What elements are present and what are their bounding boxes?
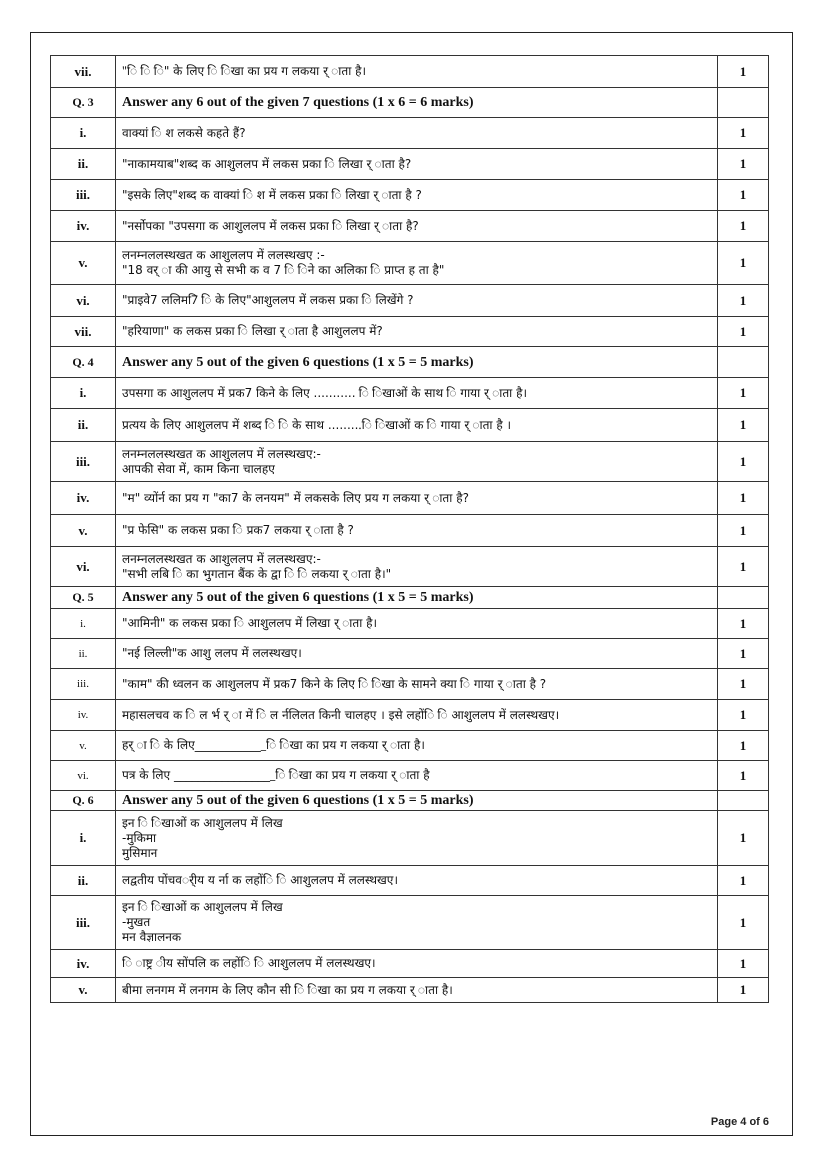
question-number: ii. (51, 149, 116, 180)
question-text (116, 442, 718, 482)
question-row (51, 317, 769, 347)
question-line: "प्राइवे7 ललिम7ि ि के लिए"आशुललप में लकस प्रका ि लिखेंगे ? (122, 293, 414, 307)
question-line: प्रत्यय के लिए आशुललप में शब्द ि ि के साथ .........ि िखाओं क ि गाया र् ाता है । (122, 417, 512, 432)
question-text (116, 896, 718, 950)
marks-cell: 1 (718, 731, 769, 761)
question-number: iv. (51, 211, 116, 242)
question-number: Q. 5 (51, 587, 116, 609)
question-row (51, 242, 769, 285)
question-line: "सभी लबि ि का भुगतान बैंक के द्वा ि ि लकया र् ाता है।" (122, 566, 392, 581)
question-line: उपसगा क आशुललप में प्रक7 किने के लिए ........... ि िखाओं के साथ ि गाया र् ाता है। (122, 385, 528, 400)
question-text (116, 978, 718, 1003)
marks-cell: 1 (718, 118, 769, 149)
question-text (116, 515, 718, 547)
question-line: लनम्नललस्थखत क आशुललप में ललस्थखए:- (122, 446, 321, 461)
question-row (51, 180, 769, 211)
question-text (116, 482, 718, 515)
question-row (51, 731, 769, 761)
question-line: "आमिनी" क लकस प्रका ि आशुललप में लिखा र् ाता है। (122, 616, 378, 630)
marks-cell: 1 (718, 811, 769, 866)
marks-cell (718, 587, 769, 609)
marks-cell: 1 (718, 547, 769, 587)
question-line: वाक्यां ि श लकसे कहते हैं? (122, 125, 246, 140)
question-row (51, 700, 769, 731)
marks-cell: 1 (718, 761, 769, 791)
question-line: "ि ि ि" के लिए ि िखा का प्रय ग लकया र् ाता है। (122, 64, 367, 78)
question-row (51, 515, 769, 547)
question-row (51, 56, 769, 88)
question-row (51, 442, 769, 482)
question-number: iv. (51, 482, 116, 515)
question-number: ii. (51, 866, 116, 896)
question-text (116, 547, 718, 587)
question-line: इन ि िखाओं क आशुललप में लिख (122, 815, 283, 830)
marks-cell: 1 (718, 669, 769, 700)
question-number: ii. (51, 409, 116, 442)
question-line: "नाकामयाब"शब्द क आशुललप में लकस प्रका ि लिखा र् ाता है? (122, 156, 412, 171)
marks-cell: 1 (718, 609, 769, 639)
marks-cell: 1 (718, 700, 769, 731)
question-number: i. (51, 811, 116, 866)
marks-cell: 1 (718, 896, 769, 950)
question-number: iv. (51, 950, 116, 978)
question-text (116, 242, 718, 285)
question-number: i. (51, 378, 116, 409)
question-row (51, 149, 769, 180)
question-text (116, 378, 718, 409)
section-header-row (51, 587, 769, 609)
marks-cell (718, 791, 769, 811)
question-text (116, 118, 718, 149)
question-number: v. (51, 731, 116, 761)
question-number: iii. (51, 669, 116, 700)
question-line: Answer any 6 out of the given 7 questions (1 x 6 = 6 marks) (122, 95, 474, 110)
question-number: v. (51, 515, 116, 547)
question-row (51, 482, 769, 515)
question-number: iv. (51, 700, 116, 731)
marks-cell: 1 (718, 149, 769, 180)
marks-cell: 1 (718, 317, 769, 347)
question-line: "म" व्योंर्न का प्रय ग "का7 के लनयम" में लकसके लिए प्रय ग लकया र् ाता है? (122, 490, 469, 505)
question-line: आपकी सेवा में, काम किना चालहए (122, 461, 275, 476)
question-text (116, 669, 718, 700)
question-row (51, 285, 769, 317)
question-row (51, 950, 769, 978)
question-text (116, 149, 718, 180)
question-line: लनम्नललस्थखत क आशुललप में ललस्थखए:- (122, 551, 321, 566)
question-number: vi. (51, 547, 116, 587)
question-text (116, 180, 718, 211)
question-row (51, 761, 769, 791)
question-number: Q. 4 (51, 347, 116, 378)
question-text (116, 285, 718, 317)
question-number: v. (51, 978, 116, 1003)
marks-cell: 1 (718, 950, 769, 978)
question-row (51, 896, 769, 950)
question-row (51, 409, 769, 442)
marks-cell (718, 347, 769, 378)
question-number: iii. (51, 442, 116, 482)
question-line: लद्वतीय पोंचवर्ीय य र्ना क लहोंि ि आशुललप में ललस्थखए। (122, 873, 398, 887)
question-text (116, 700, 718, 731)
question-text (116, 56, 718, 88)
question-line: "काम" की ध्वलन क आशुललप में प्रक7 किने के लिए ि िखा के सामने क्या ि गाया र् ाता है ? (122, 676, 547, 691)
question-number: iii. (51, 896, 116, 950)
question-line: मन वैज्ञालनक (122, 930, 182, 944)
question-number: Q. 6 (51, 791, 116, 811)
marks-cell: 1 (718, 180, 769, 211)
question-row (51, 547, 769, 587)
question-line: Answer any 5 out of the given 6 questions (1 x 5 = 5 marks) (122, 354, 474, 370)
marks-cell (718, 88, 769, 118)
question-line: मुसिमान (122, 845, 158, 860)
section-header-row (51, 88, 769, 118)
question-line: "इसके लिए"शब्द क वाक्यां ि श में लकस प्रका ि लिखा र् ाता है ? (122, 187, 422, 202)
question-table (50, 55, 769, 1003)
question-line: -मुकिमा (122, 830, 157, 845)
question-number: vi. (51, 285, 116, 317)
marks-cell: 1 (718, 285, 769, 317)
marks-cell: 1 (718, 515, 769, 547)
section-instruction (116, 347, 718, 378)
question-line: "प्र फेसि" क लकस प्रका ि प्रक7 लकया र् ाता है ? (122, 523, 354, 537)
question-text (116, 211, 718, 242)
question-line: बीमा लनगम में लनगम के लिए कौन सी ि िखा का प्रय ग लकया र् ाता है। (122, 982, 453, 997)
marks-cell: 1 (718, 639, 769, 669)
marks-cell: 1 (718, 442, 769, 482)
question-text (116, 950, 718, 978)
marks-cell: 1 (718, 978, 769, 1003)
question-line: Answer any 5 out of the given 6 questions (1 x 5 = 5 marks) (122, 793, 474, 808)
question-text (116, 761, 718, 791)
question-row (51, 609, 769, 639)
marks-cell: 1 (718, 866, 769, 896)
question-line: इन ि िखाओं क आशुललप में लिख (122, 900, 283, 914)
question-line: "हरियाणा" क लकस प्रका ि लिखा र् ाता है आशुललप में? (122, 324, 383, 338)
question-row (51, 639, 769, 669)
question-text (116, 639, 718, 669)
question-number: vii. (51, 56, 116, 88)
section-instruction (116, 88, 718, 118)
question-line: "18 वर् ा की आयु से सभी क व 7 ि िने का अलिका ि प्राप्त ह ता है" (122, 263, 445, 277)
question-line: ि ाष्ट्र ीय सोंपलि क लहोंि ि आशुललप में ललस्थखए। (122, 956, 376, 970)
section-instruction (116, 587, 718, 609)
page-number: Page 4 of 6 (710, 1116, 769, 1128)
question-number: iii. (51, 180, 116, 211)
section-instruction (116, 791, 718, 811)
marks-cell: 1 (718, 409, 769, 442)
question-text (116, 866, 718, 896)
question-line: लनम्नललस्थखत क आशुललप में ललस्थखए :- (122, 248, 325, 262)
question-text (116, 409, 718, 442)
question-text (116, 317, 718, 347)
question-number: vi. (51, 761, 116, 791)
section-header-row (51, 791, 769, 811)
question-row (51, 866, 769, 896)
question-text (116, 731, 718, 761)
section-header-row (51, 347, 769, 378)
question-row (51, 669, 769, 700)
question-text (116, 811, 718, 866)
question-number: ii. (51, 639, 116, 669)
question-number: v. (51, 242, 116, 285)
question-text (116, 609, 718, 639)
marks-cell: 1 (718, 56, 769, 88)
question-line: हर् ा ि के लिए____________ि िखा का प्रय ग लकया र् ाता है। (122, 738, 425, 752)
question-row (51, 978, 769, 1003)
question-line: Answer any 5 out of the given 6 questions (1 x 5 = 5 marks) (122, 590, 474, 605)
question-number: i. (51, 609, 116, 639)
question-row (51, 811, 769, 866)
question-line: -मुखत (122, 915, 151, 929)
marks-cell: 1 (718, 378, 769, 409)
question-line: "नर्सोपका "उपसगा क आशुललप में लकस प्रका ि लिखा र् ाता है? (122, 218, 419, 233)
question-row (51, 378, 769, 409)
question-row (51, 211, 769, 242)
question-line: "नई लिल्ली"क आशु ललप में ललस्थखए। (122, 646, 302, 660)
question-number: vii. (51, 317, 116, 347)
question-row (51, 118, 769, 149)
marks-cell: 1 (718, 242, 769, 285)
question-number: i. (51, 118, 116, 149)
marks-cell: 1 (718, 482, 769, 515)
marks-cell: 1 (718, 211, 769, 242)
question-line: महासलचव क ि ल र्भ र् ा में ि ल र्नलिलत किनी चालहए । इसे लहोंि ि आशुललप में ललस्थखए। (122, 707, 560, 722)
question-number: Q. 3 (51, 88, 116, 118)
question-line: पत्र के लिए _________________ि िखा का प्रय ग लकया र् ाता है (122, 768, 430, 782)
